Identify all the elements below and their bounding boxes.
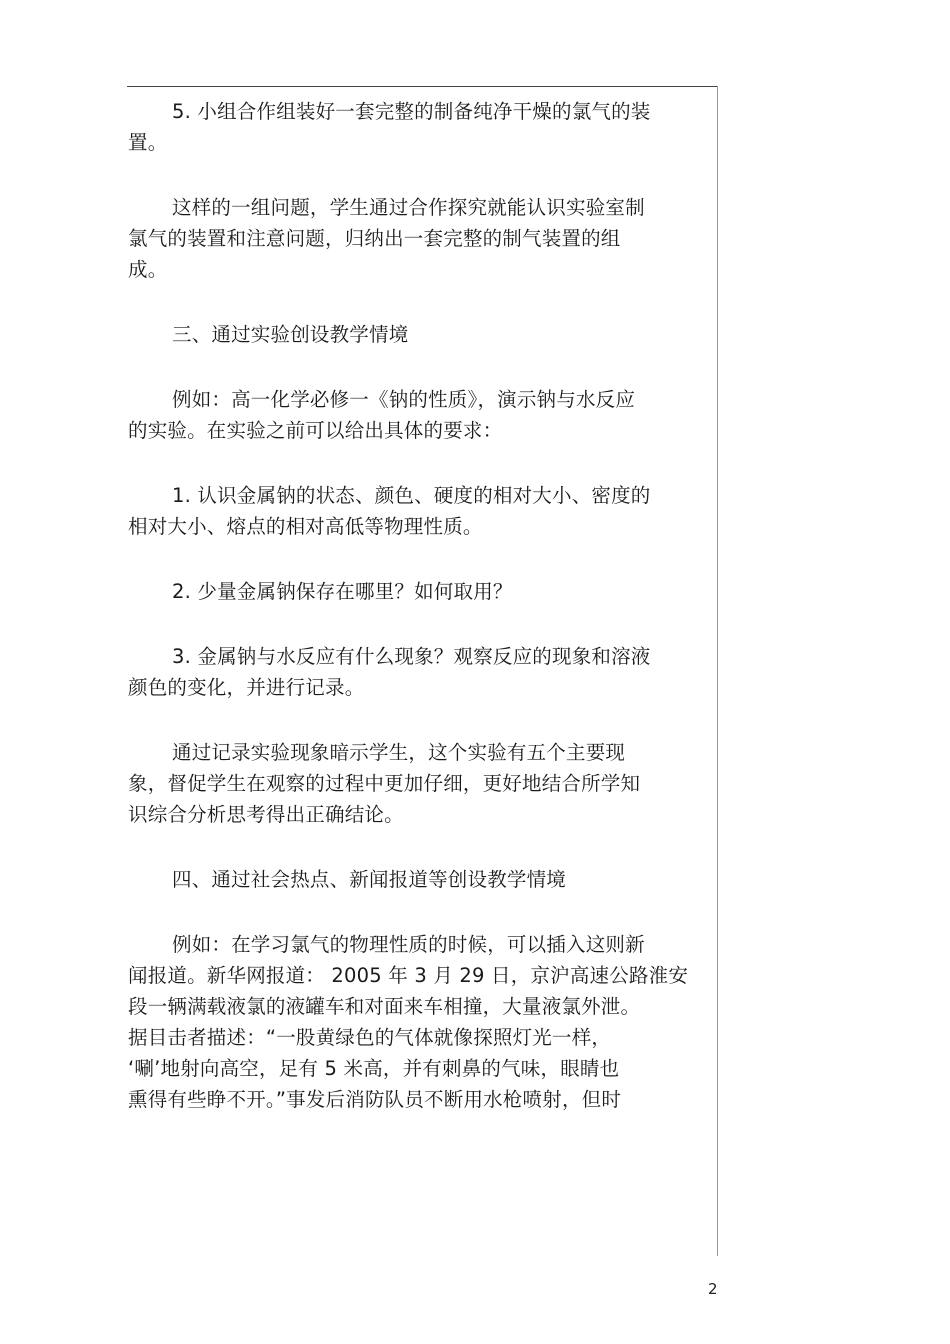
heading-line: 三、通过实验创设教学情境 <box>172 323 409 346</box>
text-line: ‘唰’地射向高空，足有 5 米高，并有刺鼻的气味，眼睛也 <box>128 1057 620 1080</box>
text-line: 氯气的装置和注意问题，归纳出一套完整的制气装置的组 <box>128 227 621 250</box>
paragraph-observation <box>128 737 688 830</box>
text-line: 2. 少量金属钠保存在哪里？如何取用？ <box>172 580 513 603</box>
text-line: 熏得有些睁不开。”事发后消防队员不断用水枪喷射，但时 <box>128 1088 622 1111</box>
text-line: 据目击者描述：“一股黄绿色的气体就像探照灯光一样， <box>128 1026 612 1049</box>
list-item-3 <box>128 641 688 703</box>
paragraph-news-example <box>128 929 688 1115</box>
text-line: 颜色的变化，并进行记录。 <box>128 676 365 699</box>
section-heading-4 <box>128 864 688 895</box>
text-line: 5. 小组合作组装好一套完整的制备纯净干燥的氯气的装 <box>172 100 651 123</box>
text-line: 例如：高一化学必修一《钠的性质》，演示钠与水反应 <box>172 388 636 411</box>
header-rule <box>127 86 718 87</box>
text-line: 例如：在学习氯气的物理性质的时候，可以插入这则新 <box>172 933 645 956</box>
document-body <box>128 96 688 1149</box>
paragraph-example-sodium <box>128 384 688 446</box>
margin-rule <box>717 86 718 1256</box>
text-line: 置。 <box>128 131 168 154</box>
heading-line: 四、通过社会热点、新闻报道等创设教学情境 <box>172 868 567 891</box>
paragraph-summary <box>128 192 688 285</box>
text-line: 1. 认识金属钠的状态、颜色、硬度的相对大小、密度的 <box>172 484 651 507</box>
text-line: 相对大小、熔点的相对高低等物理性质。 <box>128 515 483 538</box>
text-line: 闻报道。新华网报道： 2005 年 3 月 29 日，京沪高速公路淮安 <box>128 964 689 987</box>
text-line: 的实验。在实验之前可以给出具体的要求： <box>128 419 503 442</box>
list-item-2 <box>128 576 688 607</box>
section-heading-3 <box>128 319 688 350</box>
text-line: 识综合分析思考得出正确结论。 <box>128 803 404 826</box>
text-line: 通过记录实验现象暗示学生，这个实验有五个主要现 <box>172 741 626 764</box>
list-item-1 <box>128 480 688 542</box>
text-line: 3. 金属钠与水反应有什么现象？观察反应的现象和溶液 <box>172 645 651 668</box>
text-line: 象，督促学生在观察的过程中更加仔细，更好地结合所学知 <box>128 772 641 795</box>
paragraph-item-5 <box>128 96 688 158</box>
text-line: 段一辆满载液氯的液罐车和对面来车相撞，大量液氯外泄。 <box>128 995 641 1018</box>
page-number: 2 <box>708 1280 718 1298</box>
text-line: 这样的一组问题，学生通过合作探究就能认识实验室制 <box>172 196 645 219</box>
text-line: 成。 <box>128 258 168 281</box>
